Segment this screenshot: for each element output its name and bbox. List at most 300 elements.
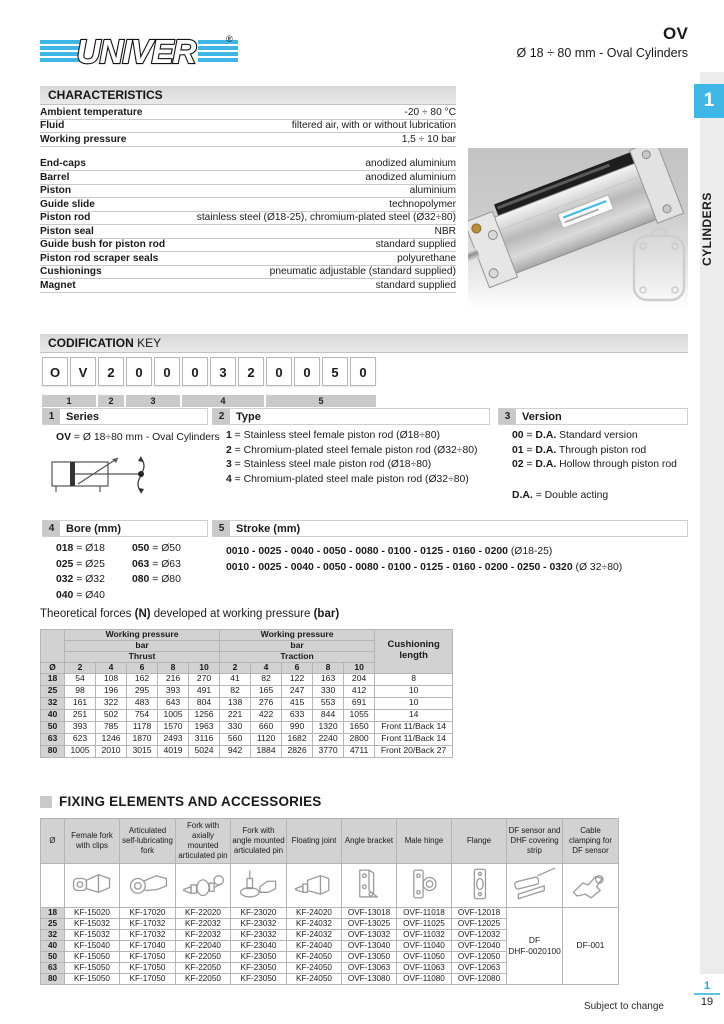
traction-value: 1682	[282, 733, 313, 745]
brand-text: UNIVER	[76, 33, 196, 70]
characteristics-header	[40, 86, 456, 105]
thrust-value: 2493	[158, 733, 189, 745]
male-hinge-icon	[400, 865, 448, 903]
accessory-column-header: Flange	[452, 819, 507, 864]
accessories-header-row	[41, 819, 619, 864]
thrust-value: 162	[127, 673, 158, 685]
cushioning-value: 10	[375, 685, 453, 697]
code-box: 0	[182, 357, 208, 386]
df-sensor-code-line: DF	[528, 934, 541, 945]
thrust-value: 161	[65, 697, 96, 709]
bore-col1: 018 = Ø18 025 = Ø25 032 = Ø32 040 = Ø40	[56, 543, 105, 601]
product-code: OV	[663, 24, 688, 43]
characteristic-row	[40, 225, 456, 239]
thrust-value: 1246	[96, 733, 127, 745]
forces-diameter: 40	[41, 709, 65, 721]
characteristic-value: -20 ÷ 80 °C	[404, 106, 456, 118]
df-sensor-code-line: DHF-0020100	[508, 945, 561, 956]
accessory-code: KF-23020	[231, 907, 287, 918]
characteristics-table	[40, 106, 456, 293]
characteristic-label: Piston rod scraper seals	[40, 252, 159, 264]
characteristic-value: stainless steel (Ø18-25), chromium-plated steel (Ø32÷80)	[196, 212, 456, 224]
type-code: 4	[226, 473, 232, 485]
accessory-code: OVF-11050	[397, 951, 452, 962]
stroke-lines	[226, 544, 622, 576]
square-bullet-icon	[40, 796, 52, 808]
accessory-code: OVF-13032	[342, 929, 397, 940]
forces-row	[41, 685, 453, 697]
characteristic-label: Piston	[40, 185, 72, 197]
series-desc: Ø 18÷80 mm - Oval Cylinders	[82, 432, 220, 443]
accessory-code: KF-23040	[231, 940, 287, 951]
product-subtitle: Ø 18 ÷ 80 mm - Oval Cylinders	[516, 46, 688, 60]
series-definition	[56, 431, 220, 446]
accessory-code: KF-23032	[231, 918, 287, 929]
codification-title: CODIFICATION	[48, 336, 134, 350]
forces-row	[41, 733, 453, 745]
cushioning-value: Front 20/Back 27	[375, 745, 453, 757]
characteristics-title: CHARACTERISTICS	[48, 88, 163, 102]
code-group-label: 2	[98, 395, 124, 407]
stroke-range: (Ø18-25)	[510, 546, 553, 557]
forces-tbody	[41, 673, 453, 757]
traction-label: Traction	[220, 651, 375, 662]
accessory-code: KF-24050	[287, 962, 342, 973]
accessory-code: OVF-13050	[342, 951, 397, 962]
thrust-value: 251	[65, 709, 96, 721]
fork-angle-pin-icon	[235, 865, 283, 903]
accessory-code: OVF-13040	[342, 940, 397, 951]
forces-diameter: 18	[41, 673, 65, 685]
accessory-column-header: Articulated self-lubricating fork	[120, 819, 176, 864]
type-title: Type	[236, 411, 261, 423]
accessory-code: KF-22050	[176, 962, 231, 973]
accessory-column-header: Male hinge	[397, 819, 452, 864]
page-number: 19	[700, 996, 714, 1008]
accessory-code: KF-15050	[65, 973, 120, 984]
characteristic-row	[40, 106, 456, 120]
accessory-code: OVF-11025	[397, 918, 452, 929]
accessory-column-header: Female fork with clips	[65, 819, 120, 864]
series-title: Series	[66, 411, 100, 423]
accessories-title: FIXING ELEMENTS AND ACCESSORIES	[59, 794, 322, 809]
traction-value: 138	[220, 697, 251, 709]
accessory-pictogram-cell	[452, 863, 507, 907]
thrust-value: 98	[65, 685, 96, 697]
accessories-diameter: 40	[41, 940, 65, 951]
codification-title-suffix: KEY	[133, 336, 162, 350]
version-desc: Through piston rod	[558, 444, 647, 456]
characteristic-row	[40, 266, 456, 280]
version-code: 02	[512, 459, 524, 470]
accessory-pictogram-cell	[231, 863, 287, 907]
code-box: O	[42, 357, 68, 386]
accessories-diameter: 18	[41, 907, 65, 918]
accessory-code: KF-22032	[176, 918, 231, 929]
traction-value: 330	[313, 685, 344, 697]
accessory-column-header: Fork with angle mounted articulated pin	[231, 819, 287, 864]
traction-value: 163	[313, 673, 344, 685]
bore-badge: 4	[43, 521, 60, 536]
type-desc: Stainless steel male piston rod (Ø18÷80)	[243, 459, 432, 470]
code-box: 5	[322, 357, 348, 386]
thrust-value: 54	[65, 673, 96, 685]
accessory-pictogram-cell	[176, 863, 231, 907]
traction-value: 560	[220, 733, 251, 745]
accessory-code: OVF-11063	[397, 962, 452, 973]
traction-value: 41	[220, 673, 251, 685]
accessory-code: OVF-12080	[452, 973, 507, 984]
traction-value: 415	[282, 697, 313, 709]
articulated-fork-icon	[124, 865, 172, 903]
stroke-badge: 5	[213, 521, 230, 536]
chapter-tab: 1	[694, 84, 724, 118]
accessory-code: KF-23050	[231, 973, 287, 984]
thrust-value: 393	[65, 721, 96, 733]
accessories-diameter: 50	[41, 951, 65, 962]
codification-header	[40, 334, 688, 353]
thrust-value: 3015	[127, 745, 158, 757]
accessory-code: OVF-13025	[342, 918, 397, 929]
thrust-value: 1570	[158, 721, 189, 733]
traction-value: 82	[251, 673, 282, 685]
cylinder-schematic	[48, 446, 172, 500]
thrust-value: 393	[158, 685, 189, 697]
diameter-header: Ø	[41, 662, 65, 673]
forces-diameter: 63	[41, 733, 65, 745]
traction-value: 221	[220, 709, 251, 721]
bore-section-header	[42, 520, 208, 537]
thrust-value: 5024	[189, 745, 220, 757]
accessory-code: OVF-11018	[397, 907, 452, 918]
thrust-value: 502	[96, 709, 127, 721]
forces-row	[41, 721, 453, 733]
traction-value: 691	[344, 697, 375, 709]
angle-bracket-icon	[345, 865, 393, 903]
characteristic-label: Piston seal	[40, 225, 94, 237]
code-group-label: 4	[182, 395, 264, 407]
accessory-code: OVF-11040	[397, 940, 452, 951]
stroke-section-header	[212, 520, 688, 537]
traction-value: 412	[344, 685, 375, 697]
characteristic-row	[40, 120, 456, 134]
oval-profile-outline	[630, 228, 688, 308]
code-box: 0	[154, 357, 180, 386]
type-code: 1	[226, 430, 232, 441]
thrust-value: 1005	[65, 745, 96, 757]
characteristic-value: anodized aluminium	[365, 158, 456, 170]
fork-axial-pin-icon	[179, 865, 227, 903]
thrust-value: 1870	[127, 733, 158, 745]
accessory-code: OVF-12050	[452, 951, 507, 962]
code-box: 0	[126, 357, 152, 386]
codification-groups	[42, 391, 378, 409]
stroke-codes: 0010 - 0025 - 0040 - 0050 - 0080 - 0100 - 0125 - 0160 - 0200	[226, 546, 508, 557]
traction-value: 2800	[344, 733, 375, 745]
characteristic-value: pneumatic adjustable (standard supplied)	[269, 266, 456, 278]
accessory-pictogram-cell	[397, 863, 452, 907]
accessory-code: KF-24032	[287, 929, 342, 940]
accessory-code: OVF-13080	[342, 973, 397, 984]
code-box: 3	[210, 357, 236, 386]
double-acting-note: D.A. = Double acting	[512, 490, 609, 501]
forces-heading: Theoretical forces (N) developed at working pressure (bar)	[40, 608, 340, 620]
code-group-label: 5	[266, 395, 376, 407]
accessory-code: KF-24032	[287, 918, 342, 929]
stroke-title: Stroke (mm)	[236, 523, 301, 535]
flange-icon	[455, 865, 503, 903]
chapter-number: 1	[694, 980, 720, 995]
forces-table: Working pressure Working pressure Cushioning length bar bar Thrust Traction Ø 2 4 6 8 10 2 4 6 8 10 18 54 108 162 216 270 41 82 122 163 204 8 25 98 196 295 393 491 82 165 247 330 412 10 32 161 322 483 643 804 138 276 415 553 691 10 40 251 502 754 1005 1256 221 422 633 844 1055 14 50 393 785 1178 1570 1963 330 660 990 1320 1650 Front 11/Back 14 63 623 1246 1870 2493 3116 560 1120 1682 2240 2800 Front 11/Back 14 80 1005 2010 3015 4019 5024 942 1884 2826 3770 4711 Front 20/Back 27	[40, 629, 453, 758]
characteristic-row	[40, 158, 456, 172]
cushioning-header: Cushioning length	[375, 630, 453, 674]
accessories-heading	[40, 794, 321, 809]
accessory-code: KF-22040	[176, 940, 231, 951]
accessories-diameter: 63	[41, 962, 65, 973]
accessory-code: KF-17050	[120, 951, 176, 962]
df-sensor-icon	[511, 865, 559, 903]
accessory-pictogram-cell	[342, 863, 397, 907]
traction-value: 660	[251, 721, 282, 733]
female-fork-icon	[68, 865, 116, 903]
accessory-code: KF-17050	[120, 973, 176, 984]
cable-clamp-icon	[567, 865, 615, 903]
traction-value: 330	[220, 721, 251, 733]
thrust-value: 1005	[158, 709, 189, 721]
thrust-value: 483	[127, 697, 158, 709]
forces-row	[41, 673, 453, 685]
characteristic-row	[40, 239, 456, 253]
traction-value: 942	[220, 745, 251, 757]
traction-value: 1055	[344, 709, 375, 721]
traction-value: 2240	[313, 733, 344, 745]
traction-value: 633	[282, 709, 313, 721]
accessory-code: KF-23050	[231, 962, 287, 973]
thrust-value: 196	[96, 685, 127, 697]
characteristic-label: Piston rod	[40, 212, 91, 224]
accessory-code: OVF-11032	[397, 929, 452, 940]
registered-mark: ®	[226, 34, 233, 44]
version-code: 01	[512, 444, 524, 456]
forces-row	[41, 745, 453, 757]
code-group-label: 1	[42, 395, 96, 407]
characteristic-label: Cushionings	[40, 266, 102, 278]
traction-value: 844	[313, 709, 344, 721]
traction-value: 276	[251, 697, 282, 709]
version-da: D.A.	[535, 430, 557, 441]
characteristic-label: Guide slide	[40, 198, 95, 210]
accessory-code: KF-22020	[176, 907, 231, 918]
version-desc: Standard version	[559, 430, 638, 441]
accessory-code: KF-23032	[231, 929, 287, 940]
univer-logo	[40, 28, 238, 72]
cushioning-value: Front 11/Back 14	[375, 733, 453, 745]
type-options: 1 = Stainless steel female piston rod (Ø18÷80) 2 = Chromium-plated steel female piston rod (Ø32÷80) 3 = Stainless steel male piston rod (Ø18÷80) 4 = Chromium-plated steel male piston rod (Ø32÷80)	[226, 430, 478, 485]
characteristic-label: Guide bush for piston rod	[40, 239, 166, 251]
accessory-code: KF-15040	[65, 940, 120, 951]
accessory-code: KF-15032	[65, 918, 120, 929]
traction-value: 1884	[251, 745, 282, 757]
version-options: 00 = D.A. Standard version 01 = D.A. Through piston rod 02 = D.A. Hollow through piston rod	[512, 430, 677, 470]
cushioning-value: 14	[375, 709, 453, 721]
da-desc: Double acting	[544, 490, 609, 501]
characteristic-value: filtered air, with or without lubrication	[291, 120, 456, 132]
page-indicator	[694, 980, 720, 1008]
accessories-tbody	[41, 907, 619, 984]
floating-joint-icon	[290, 865, 338, 903]
traction-value: 553	[313, 697, 344, 709]
df-sensor-code	[507, 907, 563, 984]
traction-value: 2826	[282, 745, 313, 757]
code-group-label: 3	[126, 395, 180, 407]
thrust-value: 643	[158, 697, 189, 709]
stroke-codes: 0010 - 0025 - 0040 - 0050 - 0080 - 0100 - 0125 - 0160 - 0200 - 0250 - 0320	[226, 562, 573, 573]
accessory-pictogram-cell	[120, 863, 176, 907]
accessory-code: KF-17040	[120, 940, 176, 951]
characteristic-value: anodized aluminium	[365, 171, 456, 183]
accessory-column-header: Cable clamping for DF sensor	[563, 819, 619, 864]
accessory-pictogram-cell	[287, 863, 342, 907]
series-section-header	[42, 408, 208, 425]
thrust-value: 1963	[189, 721, 220, 733]
accessory-code: KF-23050	[231, 951, 287, 962]
characteristic-label: Barrel	[40, 171, 70, 183]
traction-value: 1650	[344, 721, 375, 733]
type-desc: Chromium-plated steel male piston rod (Ø32÷80)	[243, 473, 469, 485]
characteristic-value: aluminium	[409, 185, 456, 197]
accessory-code: KF-17020	[120, 907, 176, 918]
code-box: 2	[238, 357, 264, 386]
thrust-value: 623	[65, 733, 96, 745]
type-badge: 2	[213, 409, 230, 424]
accessory-code: KF-15050	[65, 951, 120, 962]
accessory-code: OVF-12032	[452, 929, 507, 940]
code-box: V	[70, 357, 96, 386]
characteristic-row	[40, 185, 456, 199]
forces-diameter: 80	[41, 745, 65, 757]
accessory-column-header: Floating joint	[287, 819, 342, 864]
thrust-value: 2010	[96, 745, 127, 757]
thrust-value: 216	[158, 673, 189, 685]
characteristic-label: Magnet	[40, 279, 76, 291]
type-desc: Chromium-plated steel female piston rod (Ø32÷80)	[243, 444, 478, 456]
accessories-diameter: 25	[41, 918, 65, 929]
accessory-code: KF-15050	[65, 962, 120, 973]
accessory-column-header: Angle bracket	[342, 819, 397, 864]
codification-boxes	[42, 357, 378, 386]
characteristic-value: polyurethane	[397, 252, 456, 264]
accessories-icon-row	[41, 863, 619, 907]
accessory-code: OVF-12018	[452, 907, 507, 918]
accessories-row	[41, 907, 619, 918]
characteristic-row	[40, 133, 456, 147]
characteristic-label: End-caps	[40, 158, 86, 170]
characteristic-label: Fluid	[40, 120, 65, 132]
accessory-pictogram-cell	[507, 863, 563, 907]
cable-clamp-code: DF-001	[563, 907, 619, 984]
traction-value: 247	[282, 685, 313, 697]
forces-row	[41, 697, 453, 709]
series-code: OV	[56, 432, 72, 443]
accessory-code: OVF-12040	[452, 940, 507, 951]
accessory-code: KF-24020	[287, 907, 342, 918]
accessories-table	[40, 818, 619, 985]
accessory-code: OVF-12063	[452, 962, 507, 973]
code-box: 2	[98, 357, 124, 386]
characteristic-row	[40, 198, 456, 212]
traction-value: 422	[251, 709, 282, 721]
thrust-value: 295	[127, 685, 158, 697]
da-code: D.A.	[512, 490, 533, 501]
characteristic-value: standard supplied	[375, 239, 456, 251]
thrust-value: 1256	[189, 709, 220, 721]
characteristic-value: 1,5 ÷ 10 bar	[401, 133, 456, 145]
accessory-pictogram-cell	[65, 863, 120, 907]
cushioning-value: Front 11/Back 14	[375, 721, 453, 733]
bore-title: Bore (mm)	[66, 523, 122, 535]
accessory-pictogram-cell	[563, 863, 619, 907]
accessory-code: KF-17032	[120, 929, 176, 940]
version-da: D.A.	[535, 459, 557, 470]
accessory-code: OVF-13018	[342, 907, 397, 918]
traction-value: 4711	[344, 745, 375, 757]
traction-value: 165	[251, 685, 282, 697]
code-box: 0	[350, 357, 376, 386]
accessory-code: KF-17032	[120, 918, 176, 929]
thrust-value: 3116	[189, 733, 220, 745]
type-section-header	[212, 408, 490, 425]
characteristic-value: NBR	[434, 225, 456, 237]
thrust-value: 108	[96, 673, 127, 685]
thrust-group-header: Working pressure	[65, 630, 220, 641]
traction-value: 3770	[313, 745, 344, 757]
accessory-code: KF-22050	[176, 951, 231, 962]
thrust-value: 804	[189, 697, 220, 709]
accessory-code: KF-24040	[287, 940, 342, 951]
characteristic-label: Working pressure	[40, 133, 127, 145]
version-badge: 3	[499, 409, 516, 424]
thrust-value: 1178	[127, 721, 158, 733]
accessory-code: OVF-11080	[397, 973, 452, 984]
cushioning-value: 8	[375, 673, 453, 685]
forces-diameter: 25	[41, 685, 65, 697]
characteristics-gap	[40, 147, 456, 158]
version-code: 00	[512, 430, 524, 441]
thrust-value: 754	[127, 709, 158, 721]
traction-value: 1320	[313, 721, 344, 733]
version-title: Version	[522, 411, 562, 423]
thrust-value: 270	[189, 673, 220, 685]
traction-value: 122	[282, 673, 313, 685]
accessories-icon-row-spacer	[41, 863, 65, 907]
accessory-code: KF-22050	[176, 973, 231, 984]
thrust-value: 4019	[158, 745, 189, 757]
thrust-value: 491	[189, 685, 220, 697]
traction-group-header: Working pressure	[220, 630, 375, 641]
accessory-column-header: DF sensor and DHF covering strip	[507, 819, 563, 864]
subject-to-change-note: Subject to change	[583, 1001, 664, 1012]
accessory-column-header: Fork with axially mounted articulated pin	[176, 819, 231, 864]
accessories-diameter: 32	[41, 929, 65, 940]
accessory-code: KF-17050	[120, 962, 176, 973]
type-code: 2	[226, 444, 232, 456]
version-da: D.A.	[535, 444, 557, 456]
accessory-code: KF-24050	[287, 973, 342, 984]
page-title	[517, 24, 689, 60]
accessory-code: OVF-12025	[452, 918, 507, 929]
characteristic-row	[40, 252, 456, 266]
traction-value: 204	[344, 673, 375, 685]
